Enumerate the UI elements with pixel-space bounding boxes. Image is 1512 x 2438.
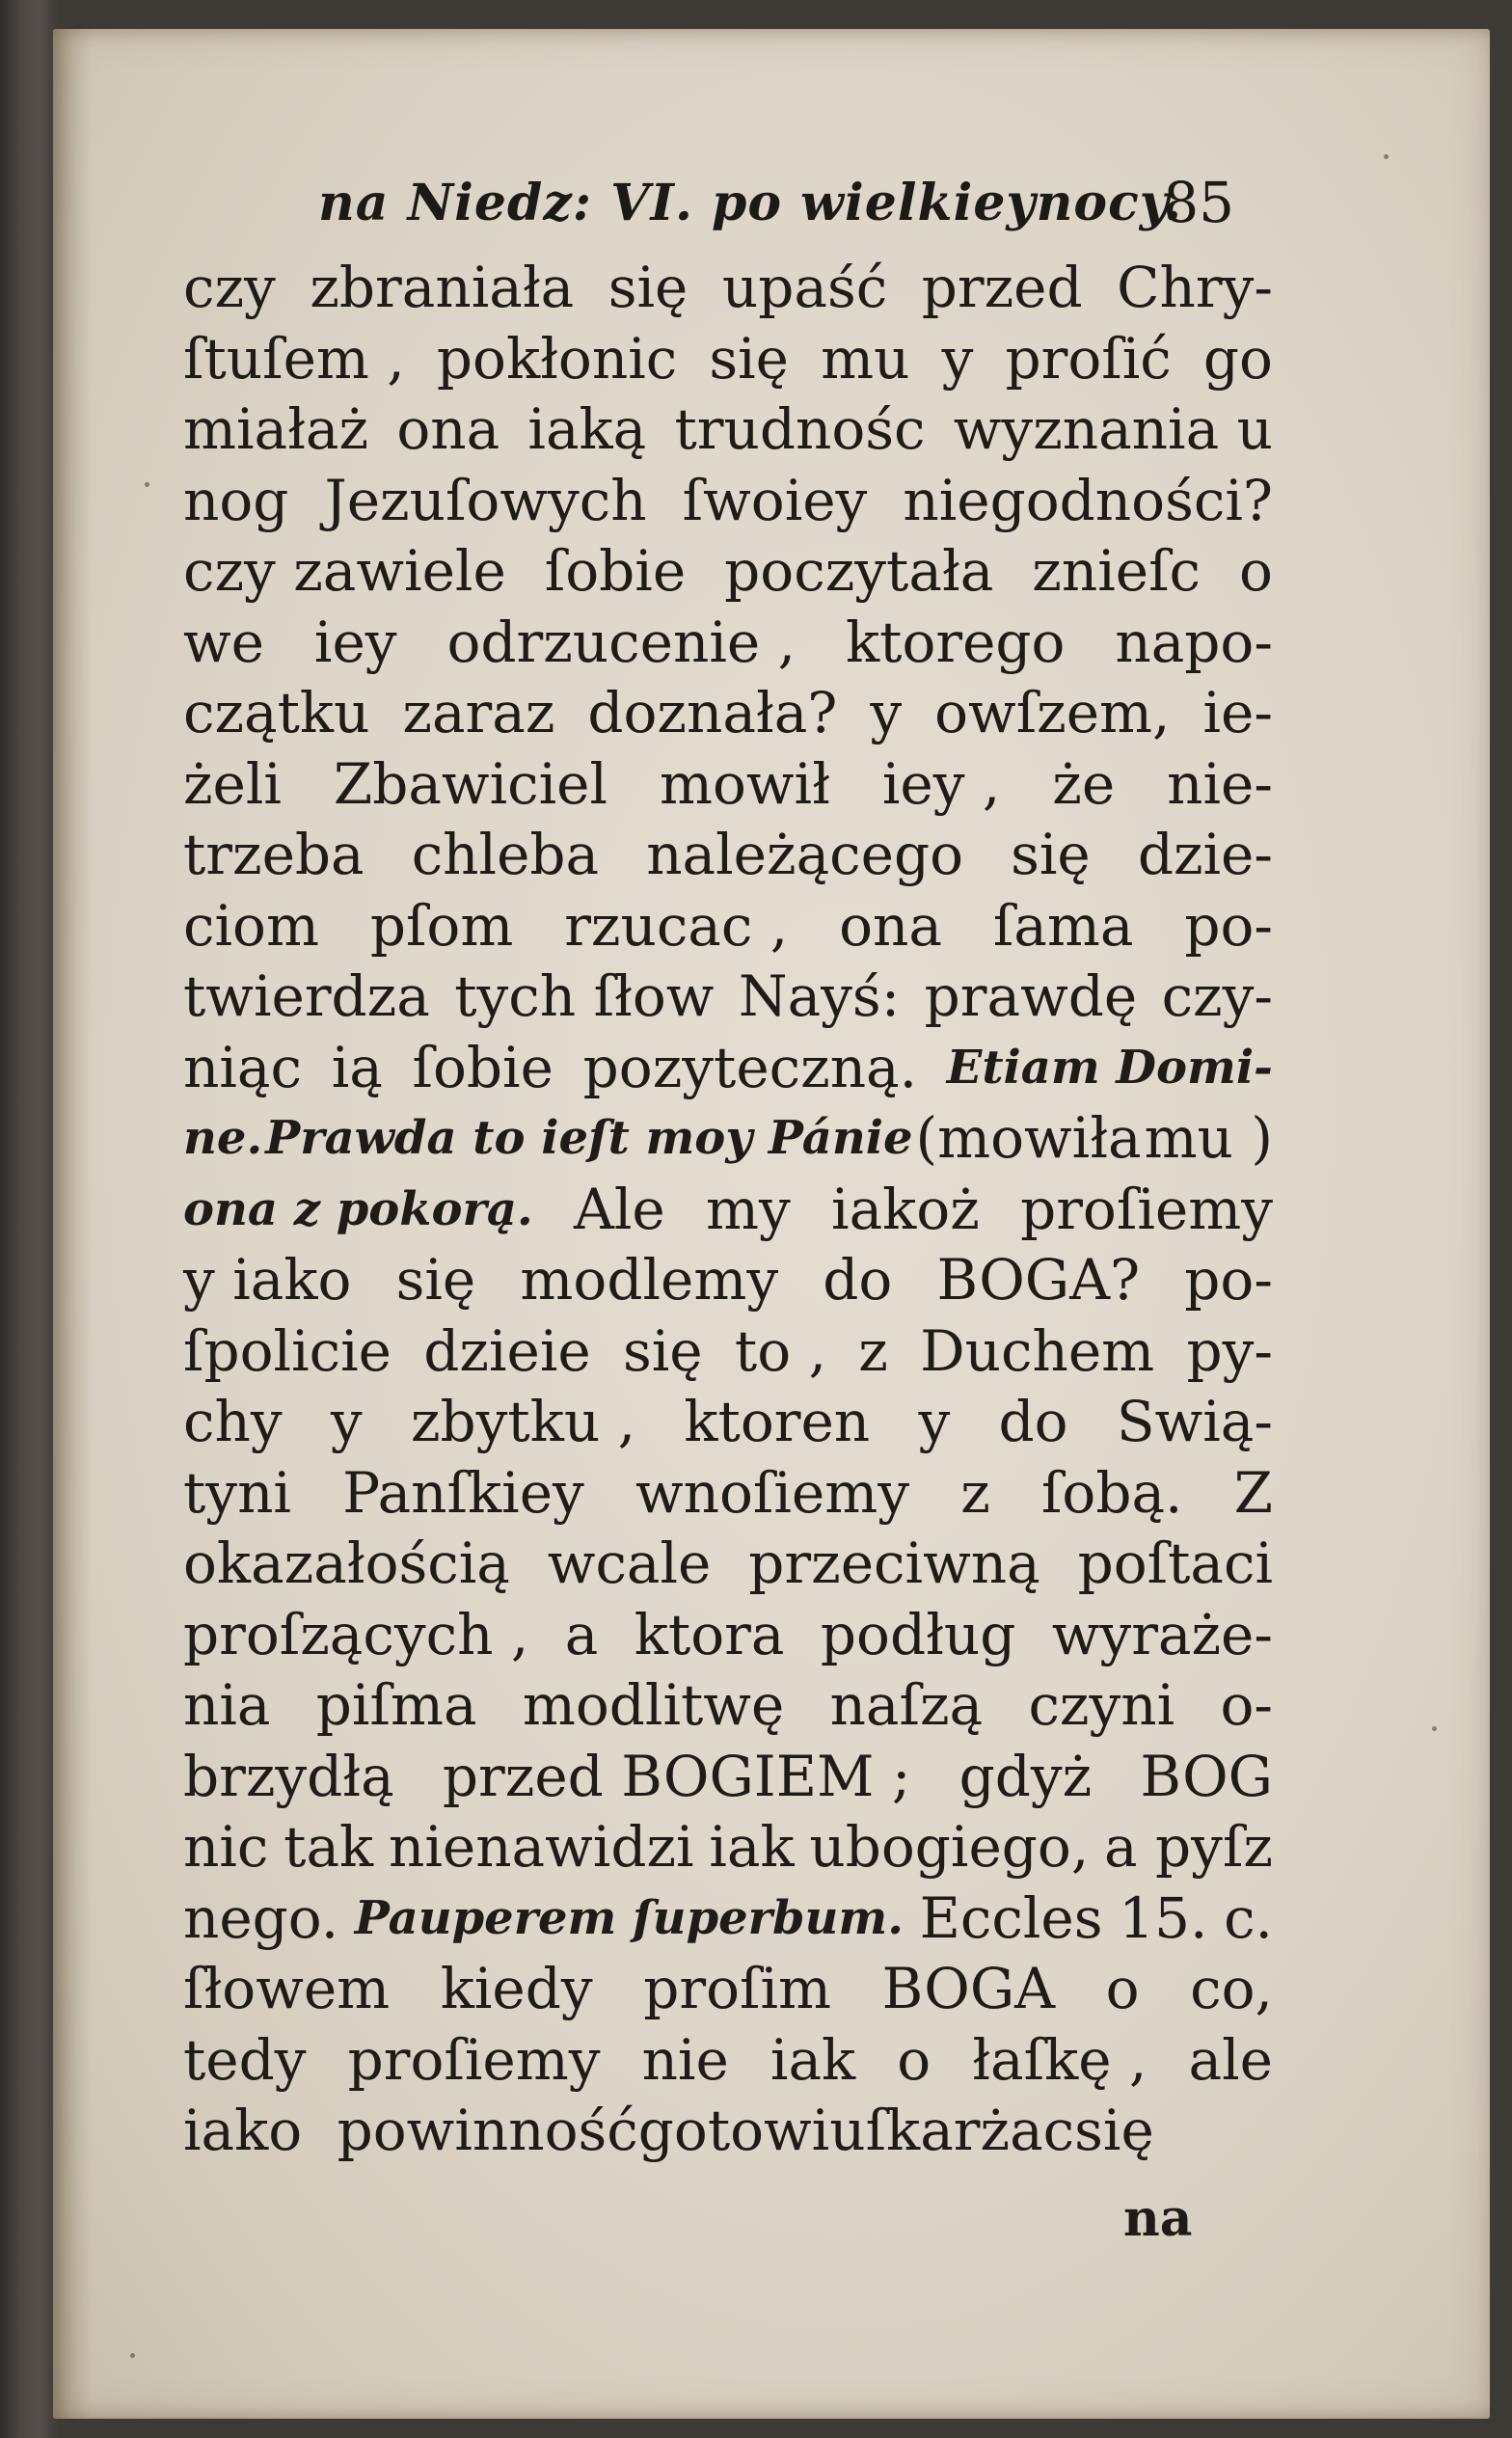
word: py- — [1186, 1317, 1273, 1384]
word: tych ſłow — [454, 963, 715, 1029]
word: trudnośc — [674, 396, 926, 462]
word: doznała? — [587, 680, 838, 745]
text-line — [183, 1103, 1273, 1175]
text-line — [183, 1033, 1273, 1104]
word: niegodności? — [903, 467, 1273, 533]
word: BOG — [1140, 1743, 1273, 1809]
paper-speck — [130, 2353, 135, 2358]
word: Duchem — [920, 1317, 1155, 1384]
word: poczytała — [724, 538, 994, 604]
word: nic — [183, 1814, 269, 1880]
word: y — [941, 325, 974, 392]
paper-speck — [145, 482, 149, 487]
word: Chry- — [1117, 255, 1273, 320]
word: Etiam Domi- — [946, 1040, 1273, 1095]
word: podług — [820, 1601, 1016, 1667]
word: owſzem, — [934, 680, 1171, 745]
word: iakoż — [831, 1176, 980, 1242]
word: ſama — [992, 892, 1134, 959]
word: c. — [1224, 1884, 1273, 1951]
text-line — [183, 1600, 1273, 1671]
word: czy — [183, 255, 276, 320]
word: prawdę — [924, 963, 1138, 1029]
word: Eccles — [919, 1884, 1103, 1951]
word: Panſkiey — [342, 1459, 584, 1526]
word: to , — [734, 1317, 827, 1384]
text-line — [183, 1670, 1273, 1742]
text-line — [183, 394, 1273, 466]
word: z — [960, 1459, 990, 1526]
word: piſma — [315, 1672, 477, 1738]
word: o powinność — [268, 2098, 638, 2163]
word: iak — [770, 2026, 856, 2093]
word: ſobie — [544, 538, 687, 604]
word: pozyteczną. — [582, 1034, 918, 1100]
word: wnoſiemy — [634, 1459, 909, 1526]
word: tyni — [183, 1459, 291, 1526]
word: BOGA? — [936, 1247, 1141, 1313]
word: ſłowem — [183, 1956, 391, 2021]
word: iaką — [527, 396, 647, 462]
word: uſkarżac — [829, 2098, 1075, 2163]
word: proſić — [1005, 325, 1172, 392]
word: ſtuſem , — [183, 325, 405, 392]
word: gdyż — [958, 1743, 1093, 1809]
word: 15. — [1119, 1884, 1208, 1951]
word: zbraniała — [310, 255, 575, 320]
word: Swią- — [1116, 1389, 1273, 1454]
text-line — [183, 1387, 1273, 1458]
word: iey , — [881, 750, 1001, 817]
word: proſiemy — [1020, 1176, 1273, 1242]
word: przeciwną — [748, 1531, 1040, 1596]
word: ktorego — [845, 609, 1066, 675]
word: ktoren — [684, 1389, 871, 1454]
word: proſiemy — [347, 2026, 601, 2093]
body-text — [183, 253, 1273, 2167]
text-line — [183, 253, 1273, 324]
word: dzieie — [423, 1317, 591, 1384]
word: ktora — [634, 1601, 785, 1667]
word: iey — [313, 609, 397, 675]
text-line — [183, 466, 1273, 537]
word: wyznania u — [953, 396, 1273, 462]
text-line — [183, 820, 1273, 891]
word: poſtaci — [1077, 1531, 1273, 1596]
text-line — [183, 1175, 1273, 1246]
word: o — [897, 2026, 932, 2093]
word: gotowi — [637, 2098, 830, 2163]
word: do — [823, 1247, 893, 1313]
word: ciom — [183, 892, 319, 959]
word: a pyſz — [1104, 1814, 1273, 1880]
word: należącego — [646, 822, 964, 887]
word: tedy — [183, 2026, 307, 2093]
word: napo- — [1115, 609, 1273, 675]
word: Jezuſowych — [324, 467, 647, 533]
word: czyni — [1028, 1672, 1175, 1738]
word: mu ) — [1144, 1105, 1273, 1171]
text-line — [183, 678, 1273, 749]
text-line — [183, 891, 1273, 962]
text-line — [183, 1529, 1273, 1600]
text-line — [183, 1316, 1273, 1388]
word: mowił — [659, 750, 830, 817]
text-line — [183, 1245, 1273, 1316]
page-header — [260, 164, 1234, 251]
text-line — [183, 1742, 1273, 1813]
word: że — [1052, 750, 1116, 817]
word: ale — [1188, 2026, 1273, 2093]
word: się — [622, 1317, 703, 1384]
text-line — [183, 1954, 1273, 2025]
word: we — [183, 609, 264, 675]
word: chy — [183, 1389, 283, 1454]
word: Ale — [573, 1176, 665, 1242]
catchword: na — [1123, 2189, 1193, 2248]
word: y iako — [183, 1247, 352, 1313]
word: dzie- — [1137, 822, 1273, 887]
word: brzydłą — [183, 1743, 394, 1809]
word: proſzących , — [183, 1601, 529, 1667]
word: tak — [284, 1814, 374, 1880]
word: nienawidzi — [388, 1814, 694, 1880]
text-line — [183, 1812, 1273, 1883]
word: ne. — [183, 1111, 263, 1165]
word: Zbawiciel — [333, 750, 608, 817]
word: ſobie — [412, 1034, 554, 1100]
word: znieſc — [1032, 538, 1202, 604]
word: żeli — [183, 750, 282, 817]
word: (mowiła — [915, 1105, 1142, 1171]
paper-speck — [1432, 1726, 1437, 1731]
word: zbytku , — [410, 1389, 636, 1454]
word: BOGA — [881, 1956, 1056, 2021]
word: Nayś: — [738, 963, 901, 1029]
word: iak — [709, 1814, 795, 1880]
text-line — [183, 1883, 1273, 1955]
word: wcale — [547, 1531, 712, 1596]
word: a — [564, 1601, 599, 1667]
word: ona — [839, 892, 942, 959]
text-line — [183, 749, 1273, 821]
text-line — [183, 536, 1273, 608]
word: ie- — [1202, 680, 1273, 745]
word: się — [1074, 2098, 1154, 2163]
word: go — [1202, 325, 1273, 392]
word: y — [330, 1389, 363, 1454]
text-line — [183, 2025, 1273, 2097]
text-line — [183, 324, 1273, 395]
paper-speck — [1384, 154, 1389, 159]
word: pſom — [369, 892, 514, 959]
word: o — [1239, 538, 1273, 604]
word: proſim — [643, 1956, 832, 2021]
word: Prawda to ieſt moy Pánie — [265, 1111, 913, 1165]
word: ubogiego, — [809, 1814, 1090, 1880]
word: Z — [1233, 1459, 1273, 1526]
word: iak — [183, 2098, 269, 2163]
word: chleba — [411, 822, 600, 887]
word: my — [705, 1176, 791, 1242]
word: do — [998, 1389, 1068, 1454]
word: trzeba — [183, 822, 364, 887]
text-line — [183, 962, 1273, 1033]
word: ſobą. — [1040, 1459, 1183, 1526]
word: po- — [1184, 1247, 1273, 1313]
word: nia — [183, 1672, 271, 1738]
word: niąc — [183, 1034, 302, 1100]
word: czy zawiele — [183, 538, 506, 604]
word: z — [858, 1317, 888, 1384]
word: wyraże- — [1051, 1601, 1273, 1667]
word: przed — [921, 255, 1083, 320]
word: twierdza — [183, 963, 430, 1029]
word: ią — [331, 1034, 383, 1100]
text-line — [183, 2096, 1273, 2167]
word: łaſkę , — [972, 2026, 1148, 2093]
word: modlitwę — [522, 1672, 785, 1738]
word: czątku — [183, 680, 370, 745]
word: miałaż — [183, 396, 369, 462]
word: odrzucenie , — [446, 609, 796, 675]
word: naſzą — [829, 1672, 984, 1738]
word: o- — [1220, 1672, 1273, 1738]
word: mu — [821, 325, 910, 392]
word: upaść — [721, 255, 888, 320]
text-line — [183, 1458, 1273, 1530]
word: nog — [183, 467, 289, 533]
word: kiedy — [440, 1956, 593, 2021]
word: pokłonic — [436, 325, 678, 392]
word: nego. — [183, 1884, 339, 1951]
word: ſwoiey — [682, 467, 868, 533]
word: rzucac , — [564, 892, 789, 959]
page-number: 85 — [1163, 170, 1234, 235]
word: okazałością — [183, 1531, 510, 1596]
word: co, — [1190, 1956, 1273, 2021]
word: modlemy — [520, 1247, 779, 1313]
word: przed BOGIEM ; — [442, 1743, 911, 1809]
word: się — [608, 255, 688, 320]
word: y — [918, 1389, 951, 1454]
text-line — [183, 608, 1273, 679]
word: czy- — [1161, 963, 1273, 1029]
word: y — [870, 680, 903, 745]
running-title: na Niedz: VI. po wielkieynocy. — [318, 174, 1183, 232]
word: ſpolicie — [183, 1317, 392, 1384]
word: Pauperem ſuperbum. — [354, 1890, 904, 1945]
word: się — [395, 1247, 476, 1313]
word: nie — [641, 2026, 729, 2093]
word: o — [1105, 1956, 1140, 2021]
word: ona z pokorą. — [183, 1181, 533, 1236]
word: po- — [1184, 892, 1273, 959]
word: ona — [396, 396, 500, 462]
word: zaraz — [402, 680, 555, 745]
word: się — [1011, 822, 1091, 887]
word: nie- — [1167, 750, 1273, 817]
word: się — [709, 325, 789, 392]
